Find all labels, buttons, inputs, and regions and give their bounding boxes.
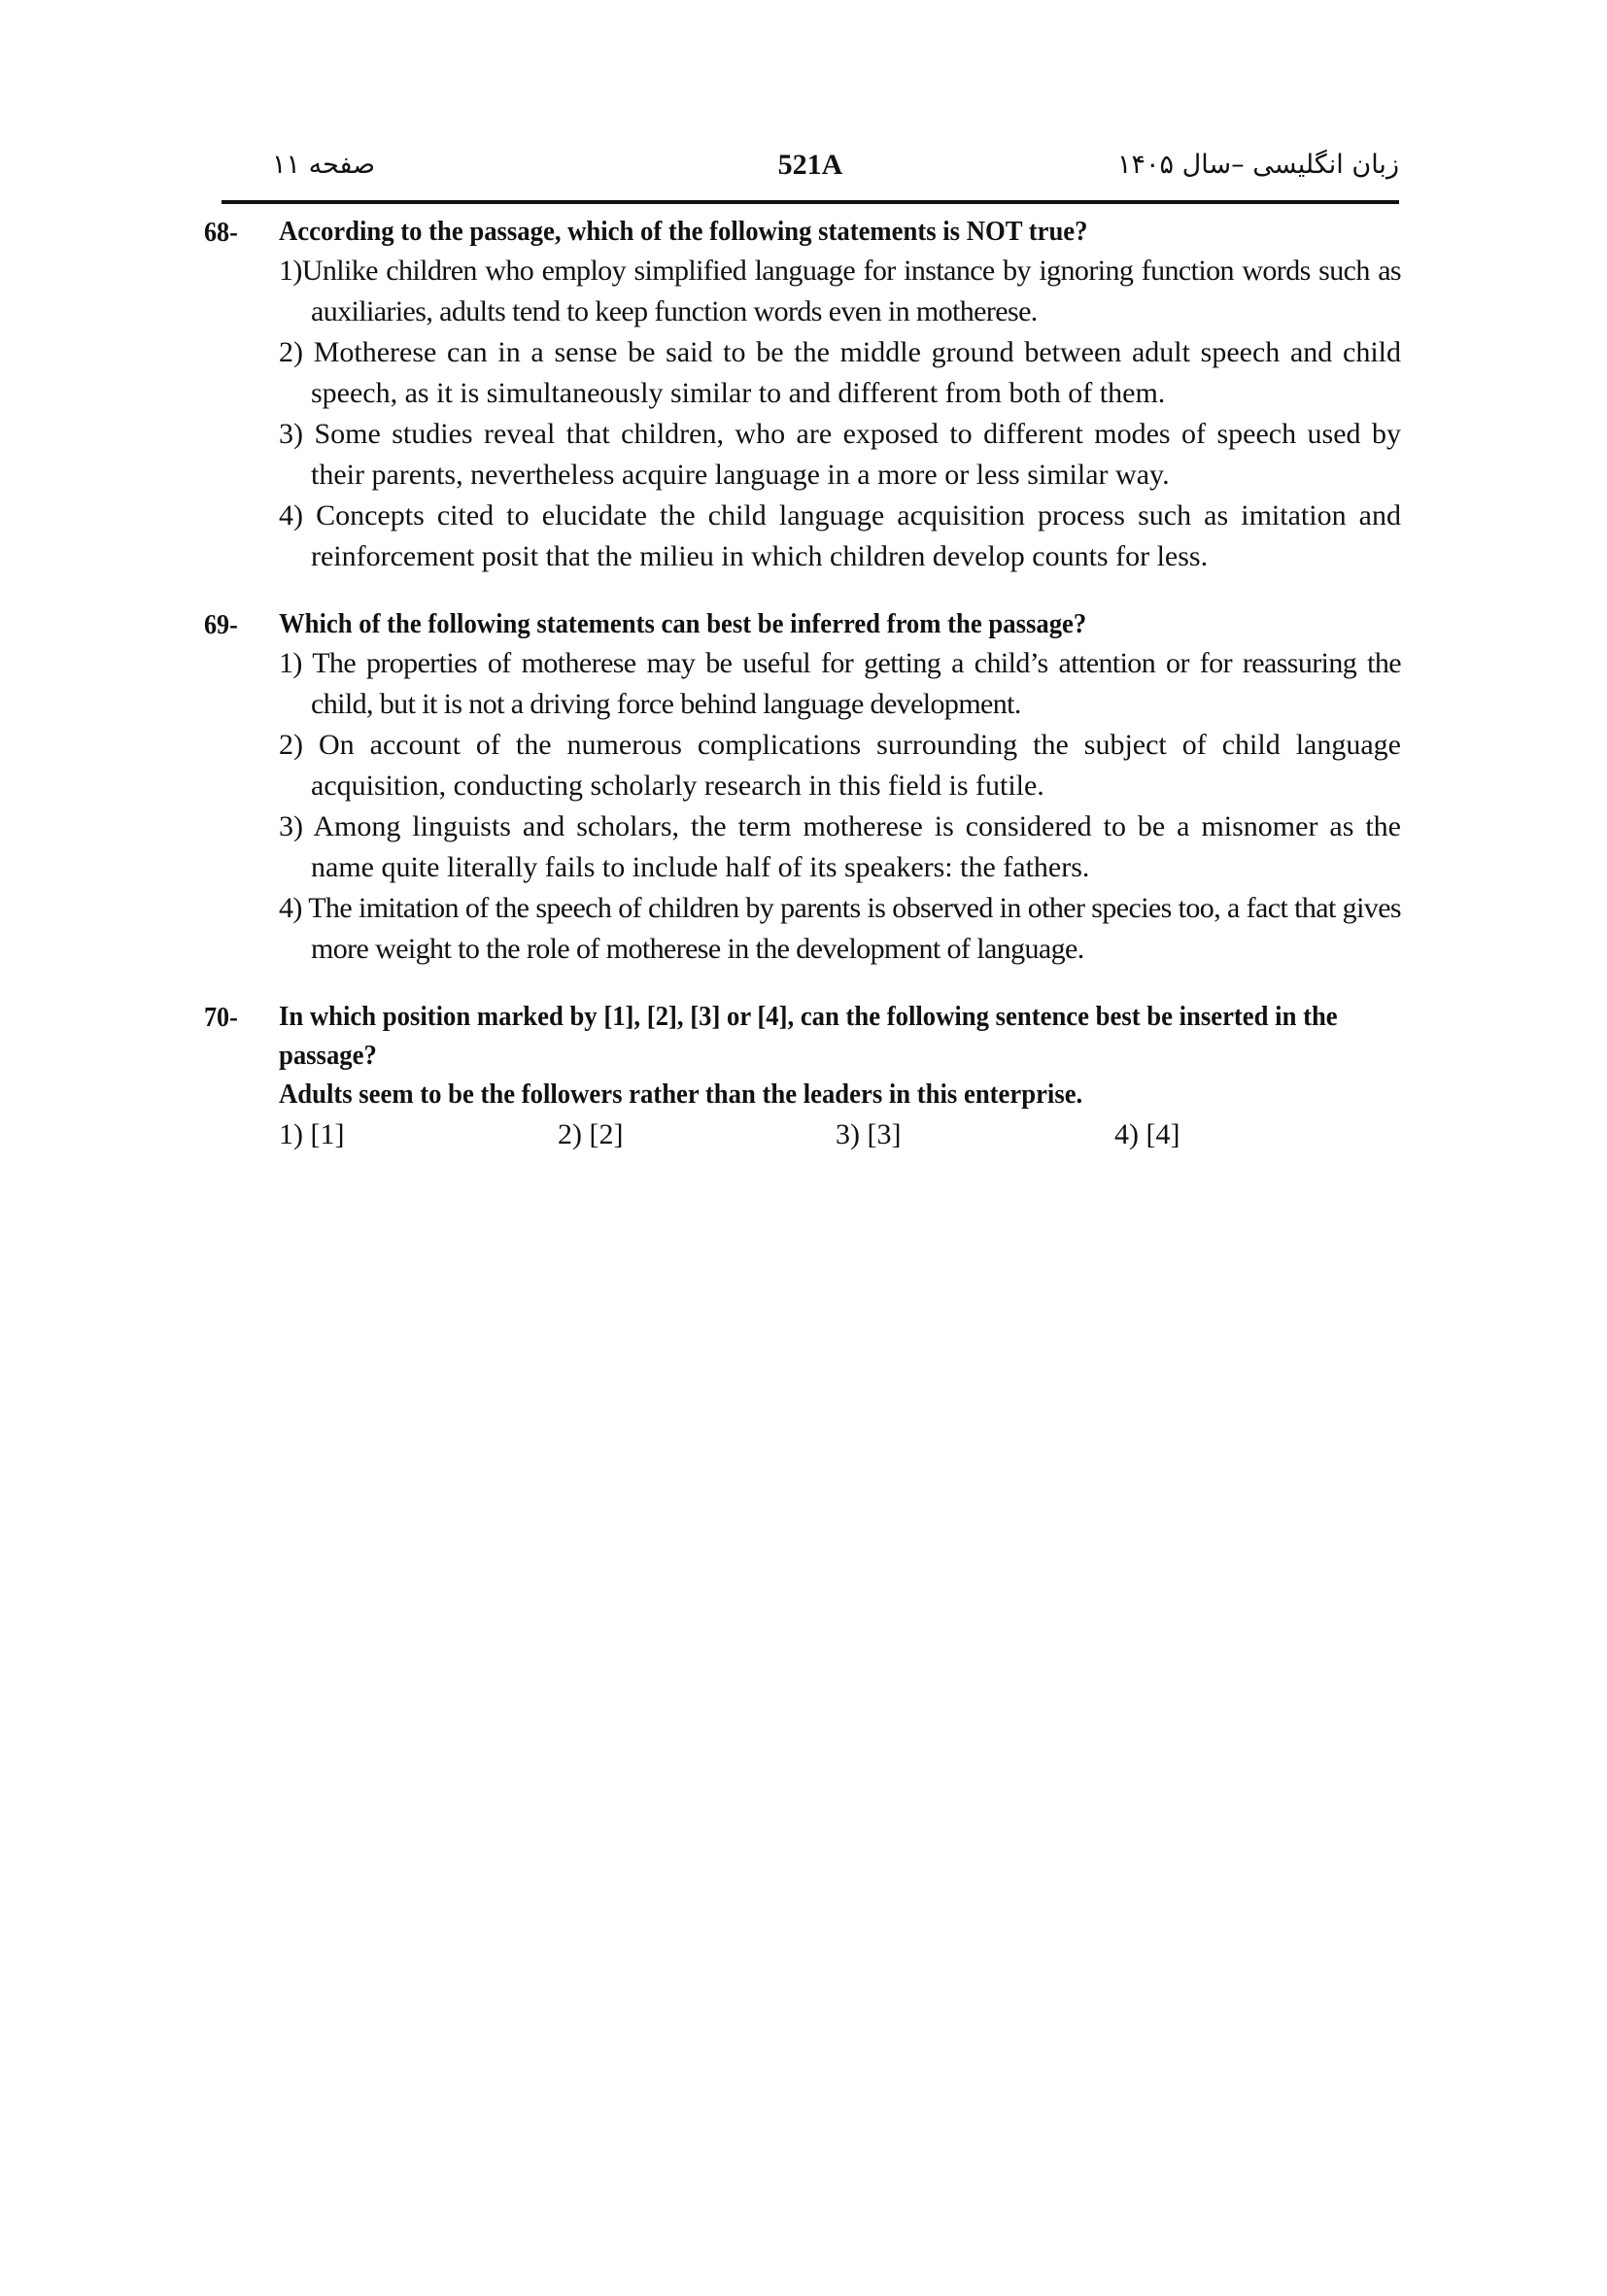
- option-text: Some studies reveal that children, who are exposed to different modes of speech used by their parents, nevertheless acquire language in a more or less similar way.: [311, 418, 1401, 491]
- answer-option-2[interactable]: [279, 725, 1401, 806]
- answer-option-4[interactable]: [279, 496, 1401, 577]
- question-number: 69-: [204, 609, 238, 640]
- answer-option-3[interactable]: [279, 806, 1401, 888]
- exam-code: 521A: [777, 149, 843, 181]
- answer-option-1[interactable]: [279, 251, 1401, 332]
- answer-option-2[interactable]: [279, 332, 1401, 414]
- question-number: 68-: [204, 217, 238, 248]
- question-body: [279, 604, 1401, 970]
- question-stem: Which of the following statements can best be inferred from the passage?: [279, 608, 1087, 639]
- option-number: 1): [279, 647, 302, 679]
- answer-option-4[interactable]: [1114, 1114, 1180, 1156]
- answer-option-2[interactable]: [558, 1114, 623, 1156]
- page-number-label: صفحه ۱۱: [272, 150, 376, 180]
- question-70: [204, 997, 1401, 1156]
- subject-year-label: زبان انگلیسی –سال ۱۴۰۵: [1117, 150, 1399, 180]
- option-number: 3): [836, 1118, 860, 1150]
- question-body: [279, 212, 1401, 577]
- option-number: 4): [279, 499, 303, 531]
- question-number: 70-: [204, 1002, 238, 1033]
- option-number: 3): [279, 418, 303, 450]
- answer-option-1[interactable]: [279, 1114, 344, 1156]
- option-number: 1): [279, 255, 302, 287]
- questions-area: [204, 212, 1401, 1183]
- header-divider: [222, 200, 1399, 204]
- insert-sentence: Adults seem to be the followers rather than the leaders in this enterprise.: [279, 1079, 1083, 1110]
- question-68: [204, 212, 1401, 577]
- question-stem: In which position marked by [1], [2], [3] or [4], can the following sentence best be inserted in the passage?: [279, 1001, 1338, 1071]
- page-header: [222, 146, 1399, 190]
- option-text: Unlike children who employ simplified language for instance by ignoring function words such as auxiliaries, adults tend to keep function words even in motherese.: [301, 255, 1401, 327]
- option-number: 3): [279, 810, 303, 842]
- answer-option-3[interactable]: [836, 1114, 901, 1156]
- option-number: 2): [279, 729, 303, 761]
- option-number: 4): [1114, 1118, 1139, 1150]
- option-number: 4): [279, 892, 302, 924]
- option-text: [1]: [310, 1118, 345, 1150]
- option-text: Among linguists and scholars, the term motherese is considered to be a misnomer as the name quite literally fails to include half of its speakers: the fathers.: [311, 810, 1401, 883]
- option-number: 2): [279, 336, 303, 368]
- option-text: [4]: [1145, 1118, 1180, 1150]
- option-text: The properties of motherese may be useful for getting a child’s attention or for reassuring the child, but it is not a driving force behind language development.: [311, 647, 1401, 720]
- option-text: Concepts cited to elucidate the child language acquisition process such as imitation and reinforcement posit that the milieu in which children develop counts for less.: [311, 499, 1401, 572]
- option-text: On account of the numerous complications surrounding the subject of child language acquisition, conducting scholarly research in this field is futile.: [311, 729, 1401, 802]
- question-69: [204, 604, 1401, 970]
- option-text: [2]: [589, 1118, 624, 1150]
- option-number: 1): [279, 1118, 303, 1150]
- option-number: 2): [558, 1118, 582, 1150]
- answer-option-1[interactable]: [279, 643, 1401, 725]
- question-stem: According to the passage, which of the following statements is NOT true?: [279, 216, 1088, 247]
- answer-options-row: [279, 1114, 1401, 1156]
- answer-option-3[interactable]: [279, 414, 1401, 496]
- option-text: [3]: [867, 1118, 902, 1150]
- question-body: [279, 997, 1401, 1156]
- option-text: The imitation of the speech of children by parents is observed in other species too, a fact that gives more weight to the role of motherese in the development of language.: [308, 892, 1401, 965]
- option-text: Motherese can in a sense be said to be the middle ground between adult speech and child speech, as it is simultaneously similar to and different from both of them.: [311, 336, 1402, 409]
- answer-option-4[interactable]: [279, 888, 1401, 970]
